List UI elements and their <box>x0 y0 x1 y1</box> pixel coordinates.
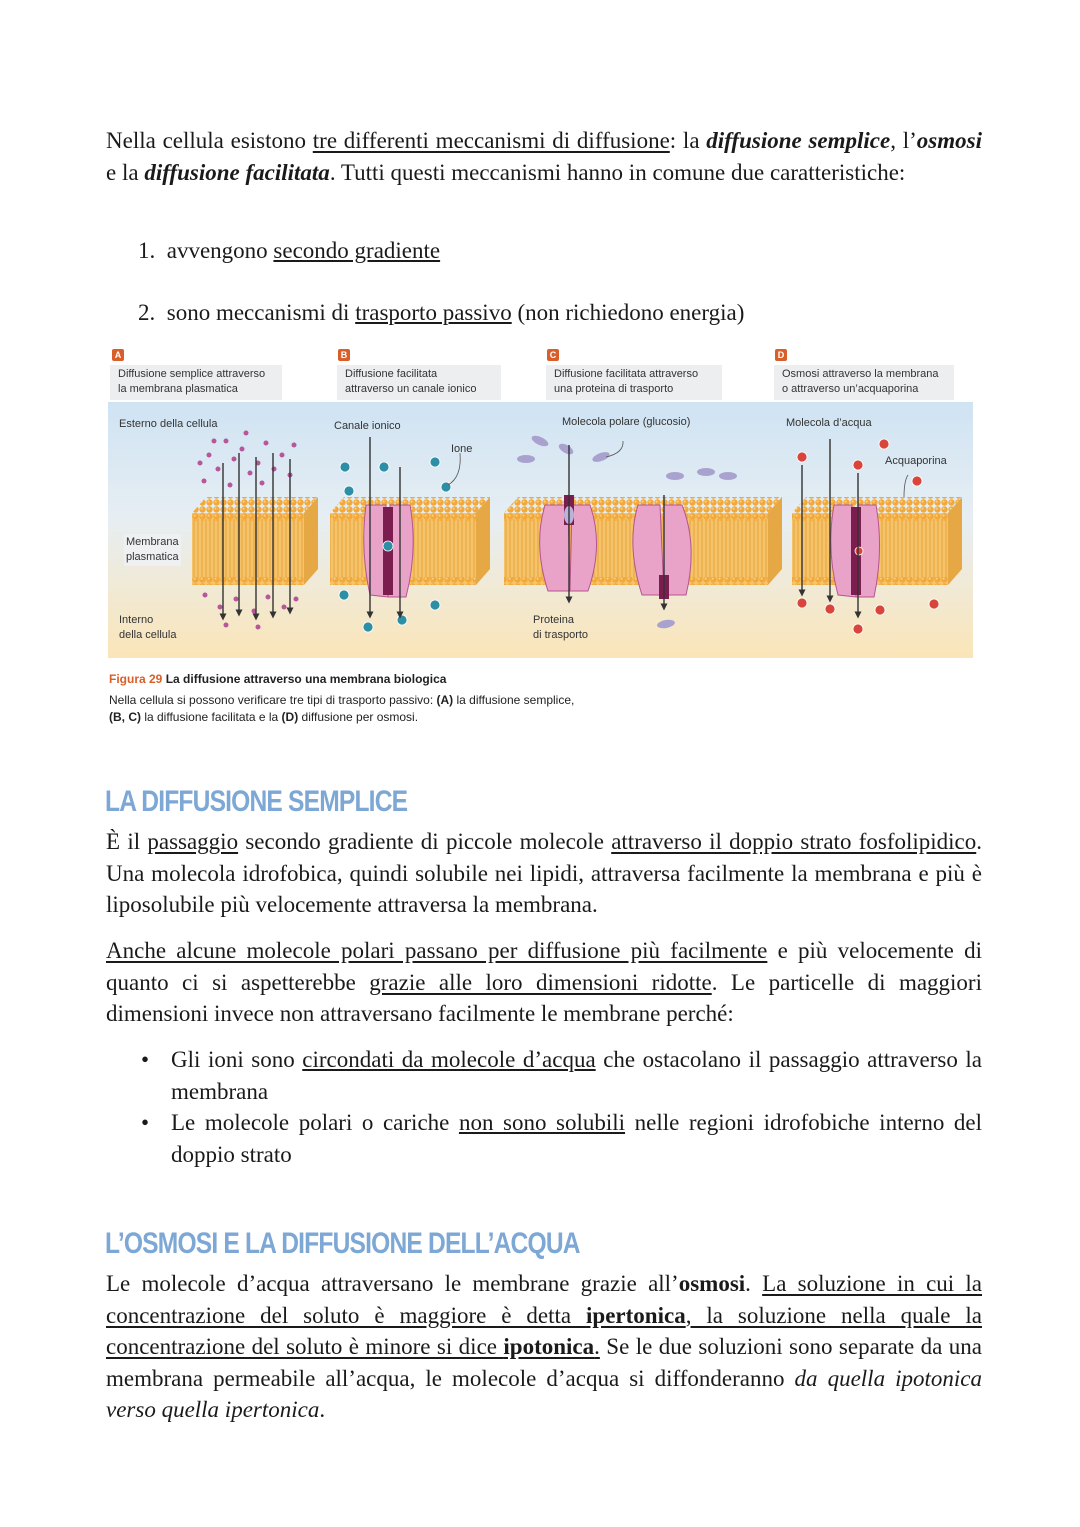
bullet-item <box>106 1107 982 1170</box>
para-text: È il <box>106 829 148 854</box>
intro-text: Nella cellula esistono <box>106 128 313 153</box>
list-text: avvengono <box>166 238 274 263</box>
para-underline-bold: ipertonica <box>586 1302 686 1328</box>
panel-b-title <box>337 365 501 400</box>
panel-c-badge: C <box>547 349 559 361</box>
bullet-underline: non sono solubili <box>458 1110 626 1135</box>
intro-term-diffusione-facilitata: diffusione facilitata <box>144 159 330 185</box>
list-number: 2. <box>138 300 156 325</box>
para-underline-bold: ipotonica <box>503 1334 595 1359</box>
para-text: . Le particelle di maggiori dimensioni invece non attraversano facilmente le membrane perché: <box>106 969 982 1026</box>
list-underline: trasporto passivo <box>355 300 512 325</box>
section1-paragraph-1 <box>106 826 982 921</box>
panel-a-badge: A <box>112 349 124 361</box>
panel-c-title-line: Diffusione facilitata attraverso <box>554 368 699 380</box>
caption-text: la diffusione semplice, <box>453 693 575 707</box>
list-text: sono meccanismi di <box>166 300 356 325</box>
label-molecola-acqua: Molecola d’acqua <box>786 417 872 429</box>
label-esterno: Esterno della cellula <box>119 418 218 430</box>
caption-title-text: La diffusione attraverso una membrana biologica <box>165 672 447 686</box>
section-heading-osmosi: L’OSMOSI E LA DIFFUSIONE DELL’ACQUA <box>105 1227 580 1260</box>
membrane-c <box>504 495 782 599</box>
caption-figure-number: Figura 29 <box>109 672 163 686</box>
bullet-text: Gli ioni sono <box>171 1047 303 1072</box>
bullet-dot-icon: • <box>141 1047 150 1072</box>
para-text: e più velocemente di quanto ci si aspetterebbe <box>106 938 983 995</box>
bullet-item <box>106 1044 982 1107</box>
list-item-2 <box>138 297 744 328</box>
section1-bullet-list <box>106 1044 982 1170</box>
panel-a-title <box>110 365 282 400</box>
para-bold: osmosi <box>678 1271 746 1296</box>
para-italic: da quella ipotonica verso quella ipertonica <box>106 1365 982 1422</box>
para-text: Le molecole d’acqua attraversano le membrane grazie all’ <box>106 1271 679 1296</box>
label-membrana-line: plasmatica <box>126 551 179 563</box>
figure-caption <box>109 671 589 726</box>
membrane-b <box>330 497 490 597</box>
intro-text: . Tutti questi meccanismi hanno in comune due caratteristiche: <box>329 159 906 185</box>
label-proteina-line: di trasporto <box>533 629 589 641</box>
para-underline: grazie alle loro dimensioni ridotte <box>369 969 712 995</box>
para-underline: . <box>594 1334 600 1359</box>
caption-text: la diffusione facilitata e la <box>141 710 282 724</box>
section-heading-diffusione-semplice: LA DIFFUSIONE SEMPLICE <box>105 785 408 818</box>
bullet-text: nelle regioni idrofobiche interno del doppio strato <box>171 1110 982 1167</box>
label-molecola-polare: Molecola polare (glucosio) <box>562 416 691 428</box>
caption-ref: (D) <box>281 710 299 724</box>
label-membrana <box>124 534 181 566</box>
intro-underline: tre differenti meccanismi di diffusione <box>312 128 670 153</box>
para-underline: passaggio <box>147 829 239 854</box>
caption-ref: (B, C) <box>109 710 141 724</box>
caption-ref: (A) <box>436 693 454 707</box>
label-membrana-line: Membrana <box>126 536 179 548</box>
intro-paragraph <box>106 125 982 188</box>
membrane-d <box>792 497 962 597</box>
label-interno-line: Interno <box>119 614 154 626</box>
caption-text: Nella cellula si possono verificare tre tipi di trasporto passivo: <box>109 693 437 707</box>
list-text: (non richiedono energia) <box>511 300 745 325</box>
label-acquaporina: Acquaporina <box>885 455 947 467</box>
panel-d-title-line: o attraverso un’acquaporina <box>782 383 919 395</box>
para-underline: Anche alcune molecole polari passano per diffusione più facilmente <box>106 938 768 963</box>
caption-body <box>109 692 589 726</box>
panel-b-title-line: Diffusione facilitata <box>345 368 438 380</box>
panel-c-title <box>546 365 722 400</box>
panel-d-badge: D <box>775 349 787 361</box>
para-text: . Una molecola idrofobica, quindi solubile nei lipidi, attraversa facilmente la membrana e più è liposolubile più velocemente attraversa la membrana. <box>106 829 982 917</box>
panel-b-badge: B <box>338 349 350 361</box>
bullet-dot-icon: • <box>141 1110 150 1135</box>
para-text: . <box>745 1271 763 1296</box>
para-underline: attraverso il doppio strato fosfolipidico <box>611 829 977 854</box>
list-item-1 <box>138 235 440 266</box>
label-interno-line: della cellula <box>119 629 177 641</box>
panel-b-title-line: attraverso un canale ionico <box>345 383 477 395</box>
panel-a-title-line: la membrana plasmatica <box>118 383 238 395</box>
label-interno <box>119 613 176 643</box>
intro-text: : la <box>669 128 707 153</box>
label-canale-ionico: Canale ionico <box>334 420 401 432</box>
caption-text: diffusione per osmosi. <box>298 710 419 724</box>
intro-term-osmosi: osmosi <box>916 128 982 153</box>
section2-paragraph-1 <box>106 1268 982 1426</box>
bullet-underline: circondati da molecole d’acqua <box>302 1047 596 1072</box>
membrane-diffusion-figure <box>108 345 974 660</box>
para-text: secondo gradiente di piccole molecole <box>238 829 612 854</box>
para-underline: , la soluzione nella quale la concentrazione del soluto è minore si dice <box>106 1302 982 1359</box>
intro-text: e la <box>106 159 145 185</box>
intro-text: , l’ <box>890 128 917 153</box>
panel-d-title <box>774 365 954 400</box>
label-proteina-trasporto <box>533 613 588 643</box>
para-underline: La soluzione in cui la concentrazione del soluto è maggiore è detta <box>106 1271 982 1328</box>
label-ione: Ione <box>451 443 473 455</box>
para-text: Se le due soluzioni sono separate da una membrana permeabile all’acqua, le molecole d’acqua si diffonderanno <box>106 1334 982 1391</box>
panel-d-title-line: Osmosi attraverso la membrana <box>782 368 939 380</box>
section1-paragraph-2 <box>106 935 982 1030</box>
label-proteina-line: Proteina <box>533 614 574 626</box>
para-text: . <box>319 1397 326 1422</box>
membrane-a <box>192 497 318 585</box>
list-number: 1. <box>138 238 156 263</box>
panel-c-title-line: una proteina di trasporto <box>554 383 674 395</box>
intro-term-diffusione-semplice: diffusione semplice <box>706 128 891 153</box>
list-underline: secondo gradiente <box>273 238 441 263</box>
bullet-text: che ostacolano il passaggio attraverso la membrana <box>171 1047 982 1104</box>
bullet-text: Le molecole polari o cariche <box>171 1110 459 1135</box>
caption-title <box>109 671 589 688</box>
panel-a-title-line: Diffusione semplice attraverso <box>118 368 266 380</box>
